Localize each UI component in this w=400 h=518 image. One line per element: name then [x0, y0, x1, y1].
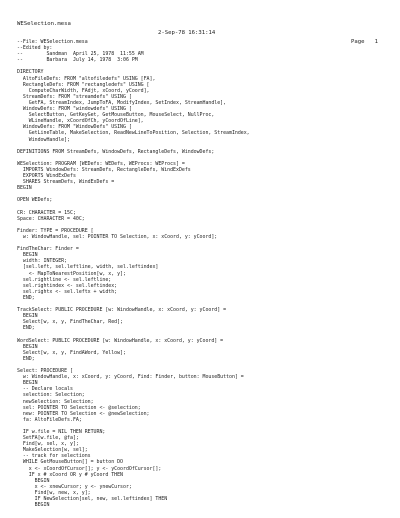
code-line: END;	[17, 325, 35, 332]
code-line: IF w.file = NIL THEN RETURN;	[17, 429, 106, 435]
code-line: OPEN WEDefs;	[17, 197, 53, 204]
code-line: EXPORTS WindExDefs	[17, 173, 76, 180]
code-line: WordSelect: PUBLIC PROCEDURE [w: WindowHandle, x: xCoord, y: yCoord] =	[17, 337, 224, 344]
code-line: Select: PROCEDURE [	[17, 368, 73, 375]
code-line: WESelection: PROGRAM [WEDefs: WEDefs, WEProcs: WEProcs] =	[17, 160, 185, 167]
code-line: <- MapToNearestPosition[w, x, y];	[17, 270, 126, 277]
code-line: FindTheChar: Finder =	[17, 246, 79, 253]
code-line: fa: AltoFileDefs.FA;	[17, 416, 82, 423]
code-line: w: WindowHandle, sel: POINTER TO Selection, x: xCoord, y: yCoord];	[17, 234, 218, 240]
code-line: -- Declare locals	[17, 386, 73, 393]
header-filename: WESelection.mesa	[17, 21, 71, 27]
code-line: SHARES StreamDefs, WindExDefs =	[17, 179, 115, 186]
code-line: END;	[17, 355, 35, 362]
code-line: new: POINTER TO Selection <- @newSelection;	[17, 410, 150, 417]
code-line: selection: Selection;	[17, 392, 85, 399]
code-line: IF NewSelection[sel, new, sel.leftindex] THEN	[17, 496, 168, 503]
code-line: [sel.left, sel.leftline, width, sel.leftindex]	[17, 264, 159, 271]
code-line: --File: WESelection.mesa	[17, 39, 88, 45]
code-line: width: INTEGER;	[17, 258, 68, 265]
code-line: GetFA, StreamIndex, JumpToFA, ModifyIndex, SetIndex, StreamHandle],	[17, 99, 227, 106]
code-line: ComputeCharWidth, FAdjt, xCoord, yCoord],	[17, 87, 150, 94]
code-listing	[17, 39, 393, 515]
code-line: BEGIN	[17, 185, 32, 192]
code-line: sel.rightindex <- sel.leftindex;	[17, 282, 118, 289]
code-line: -- Barbara July 14, 1978 3:06 PM	[17, 57, 138, 64]
code-line: AltoFileDefs: FROM "altofiledefs" USING [FA],	[17, 75, 156, 82]
code-line: -- track for selections	[17, 453, 91, 460]
code-line: IMPORTS WindowDefs: StreamDefs, RectangleDefs, WindExDefs	[17, 166, 191, 173]
header-date: 2-Sep-78 16:31:14	[158, 30, 216, 36]
code-line: IF x # xCoord OR y # yCoord THEN	[17, 471, 123, 478]
code-line: SetFA[w.file, @fa];	[17, 435, 79, 442]
code-line: BEGIN	[17, 313, 38, 320]
code-line: x <- xnewCursor; y <- ynewCursor;	[17, 483, 132, 490]
code-line: RectangleDefs: FROM "rectangledefs" USING [	[17, 81, 150, 88]
code-line: WHILE GetMouseButton[] = button DO	[17, 459, 123, 466]
code-line: END;	[17, 294, 35, 301]
code-line: Finder: TYPE = PROCEDURE [	[17, 227, 94, 234]
code-line: WLineHandle, xCoordOfCh, yCoordOfLine],	[17, 118, 144, 125]
code-line: sel.rightline <- sel.leftline;	[17, 276, 112, 283]
code-line: SelectButton, GetKeyGet, GetMouseButton, MouseSelect, NullProc,	[17, 112, 215, 119]
code-line: x <- xCoordOfCursor[]; y <- yCoordOfCursor[];	[17, 465, 162, 472]
header-page-number: Page 1	[351, 39, 378, 45]
code-line: Select[w, x, y, FindTheChar, Red];	[17, 319, 123, 326]
code-line: BEGIN	[17, 477, 50, 484]
code-line: sel: POINTER TO Selection <- @selection;	[17, 404, 141, 411]
code-line: MakeSelection[w, sel];	[17, 447, 88, 454]
code-line: sel.rightx <- sel.leftx + width;	[17, 288, 118, 295]
code-line: --Edited by:	[17, 45, 53, 52]
code-line: WindowHandle];	[17, 136, 70, 143]
code-line: WindowDefs: FROM "windowdefs" USING [	[17, 106, 132, 113]
code-line: CR: CHARACTER = 15C;	[17, 209, 76, 216]
code-line: Space: CHARACTER = 40C;	[17, 215, 85, 222]
code-line: Find[w, new, x, y];	[17, 489, 91, 496]
code-line: WindowDefs: FROM "WindowDefs" USING [	[17, 124, 132, 131]
code-line: DEFINITIONS FROM StreamDefs, WindowDefs, RectangleDefs, WindowDefs;	[17, 148, 215, 155]
code-line: BEGIN	[17, 380, 38, 387]
code-line: Select[w, x, y, FindAWord, Yellow];	[17, 349, 126, 356]
code-line: BEGIN	[17, 252, 38, 259]
code-line: GetLineTable, MakeSelection, ReadNewLineToPosition, Selection, StreamIndex,	[17, 130, 250, 137]
code-line: w: WindowHandle, x: xCoord, y: yCoord, Find: Finder, button: MouseButton] =	[17, 374, 244, 381]
code-line: Find[w, sel, x, y];	[17, 441, 79, 448]
code-line: -- Sandman April 25, 1978 11:55 AM	[17, 51, 144, 58]
code-line: BEGIN	[17, 343, 38, 350]
code-line: BEGIN	[17, 502, 50, 509]
code-line: DIRECTORY	[17, 69, 44, 76]
code-line: newSelection: Selection;	[17, 398, 94, 405]
code-line: TrackSelect: PUBLIC PROCEDURE [w: WindowHandle, x: xCoord, y: yCoord] =	[17, 307, 227, 314]
code-line: StreamDefs: FROM "streamdefs" USING [	[17, 93, 132, 100]
